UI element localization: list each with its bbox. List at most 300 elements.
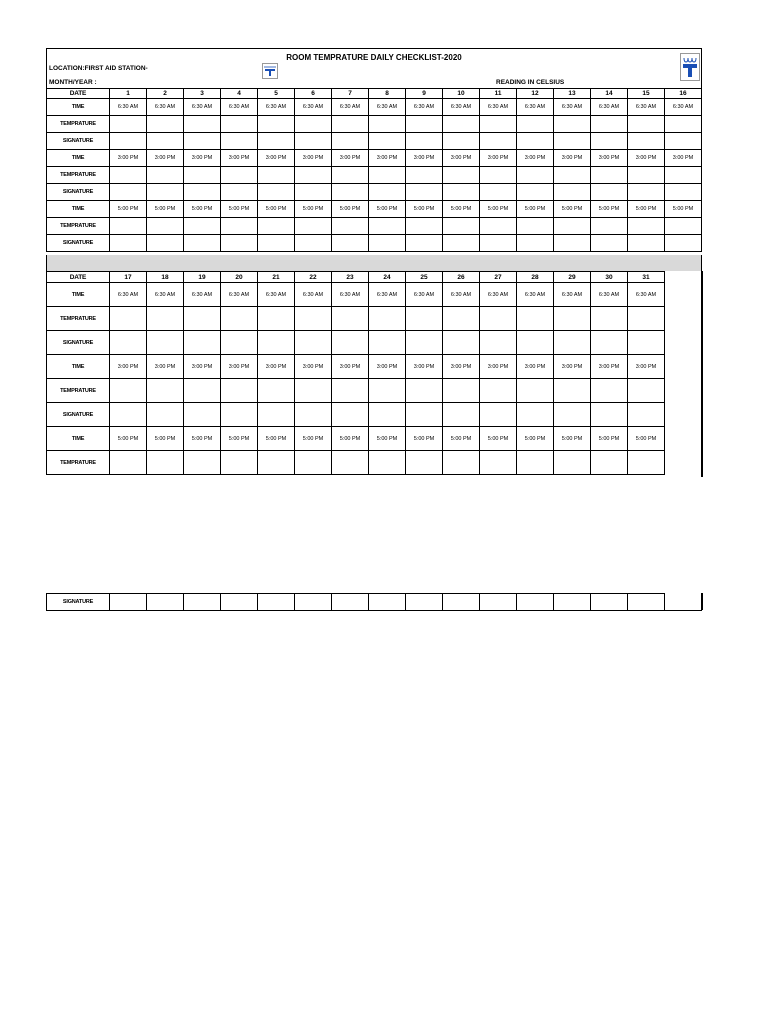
- temprature-entry-cell[interactable]: [591, 167, 628, 184]
- signature-entry-cell[interactable]: [258, 331, 295, 355]
- signature-entry-cell[interactable]: [110, 235, 147, 252]
- signature-entry-cell[interactable]: [110, 184, 147, 201]
- time-value-cell: 3:00 PM: [369, 355, 406, 379]
- signature-entry-cell[interactable]: [369, 133, 406, 150]
- signature-entry-cell[interactable]: [554, 331, 591, 355]
- temprature-entry-cell[interactable]: [406, 167, 443, 184]
- signature-entry-cell[interactable]: [591, 403, 628, 427]
- time-value-cell: 3:00 PM: [221, 150, 258, 167]
- temprature-entry-cell[interactable]: [554, 307, 591, 331]
- temprature-entry-cell[interactable]: [443, 218, 480, 235]
- day-number-cell: 10: [443, 89, 480, 99]
- signature-entry-cell[interactable]: [628, 235, 665, 252]
- signature-entry-cell[interactable]: [480, 184, 517, 201]
- temprature-entry-cell[interactable]: [369, 307, 406, 331]
- signature-entry-cell[interactable]: [258, 403, 295, 427]
- day-number-cell: 27: [480, 272, 517, 283]
- temprature-entry-cell[interactable]: [110, 167, 147, 184]
- time-value-cell: 6:30 AM: [295, 99, 332, 116]
- logo-icon: [680, 53, 700, 81]
- temprature-entry-cell[interactable]: [665, 218, 702, 235]
- temprature-entry-cell[interactable]: [554, 451, 591, 475]
- time-value-cell: 6:30 AM: [369, 99, 406, 116]
- signature-entry-cell[interactable]: [443, 331, 480, 355]
- temprature-entry-cell[interactable]: [332, 307, 369, 331]
- time-value-cell: 3:00 PM: [295, 150, 332, 167]
- temprature-entry-cell[interactable]: [628, 116, 665, 133]
- signature-entry-cell[interactable]: [554, 403, 591, 427]
- temprature-entry-cell[interactable]: [406, 379, 443, 403]
- signature-entry-cell[interactable]: [406, 184, 443, 201]
- signature-entry-cell[interactable]: [443, 594, 480, 611]
- time-value-cell: 5:00 PM: [591, 201, 628, 218]
- temprature-entry-cell[interactable]: [332, 116, 369, 133]
- time-value-cell: 5:00 PM: [554, 427, 591, 451]
- time-value-cell: 3:00 PM: [406, 150, 443, 167]
- signature-entry-cell[interactable]: [295, 594, 332, 611]
- signature-entry-cell[interactable]: [184, 235, 221, 252]
- temprature-entry-cell[interactable]: [517, 116, 554, 133]
- time-value-cell: 5:00 PM: [221, 427, 258, 451]
- time-row: [47, 355, 702, 379]
- time-value-cell: 5:00 PM: [295, 427, 332, 451]
- time-label: TIME: [47, 201, 110, 218]
- time-value-cell: 3:00 PM: [221, 355, 258, 379]
- signature-entry-cell[interactable]: [221, 235, 258, 252]
- time-value-cell: 3:00 PM: [554, 150, 591, 167]
- time-value-cell: 6:30 AM: [554, 99, 591, 116]
- signature-entry-cell[interactable]: [332, 403, 369, 427]
- time-value-cell: 5:00 PM: [628, 427, 665, 451]
- temprature-entry-cell[interactable]: [480, 451, 517, 475]
- day-number-cell: 9: [406, 89, 443, 99]
- temprature-entry-cell[interactable]: [443, 307, 480, 331]
- time-value-cell: 3:00 PM: [554, 355, 591, 379]
- temprature-entry-cell[interactable]: [628, 167, 665, 184]
- time-value-cell: 3:00 PM: [665, 150, 702, 167]
- temprature-entry-cell[interactable]: [628, 379, 665, 403]
- temprature-entry-cell[interactable]: [147, 379, 184, 403]
- temprature-entry-cell[interactable]: [406, 116, 443, 133]
- temprature-entry-cell[interactable]: [258, 167, 295, 184]
- time-value-cell: 3:00 PM: [258, 150, 295, 167]
- signature-entry-cell[interactable]: [258, 235, 295, 252]
- day-number-cell: 14: [591, 89, 628, 99]
- time-value-cell: 5:00 PM: [258, 201, 295, 218]
- signature-entry-cell[interactable]: [480, 235, 517, 252]
- temprature-entry-cell[interactable]: [554, 218, 591, 235]
- temprature-entry-cell[interactable]: [369, 116, 406, 133]
- temprature-entry-cell[interactable]: [554, 167, 591, 184]
- signature-entry-cell[interactable]: [480, 594, 517, 611]
- signature-entry-cell[interactable]: [258, 594, 295, 611]
- signature-entry-cell[interactable]: [628, 594, 665, 611]
- time-value-cell: 3:00 PM: [406, 355, 443, 379]
- temprature-entry-cell[interactable]: [480, 218, 517, 235]
- signature-entry-cell[interactable]: [332, 331, 369, 355]
- signature-entry-cell[interactable]: [258, 184, 295, 201]
- signature-entry-cell[interactable]: [517, 184, 554, 201]
- checklist-sheet: [46, 48, 702, 605]
- signature-entry-cell[interactable]: [369, 184, 406, 201]
- signature-entry-cell[interactable]: [628, 331, 665, 355]
- checklist-table-days-17-31: [46, 271, 702, 475]
- signature-label: SIGNATURE: [47, 331, 110, 355]
- signature-entry-cell[interactable]: [332, 594, 369, 611]
- signature-entry-cell[interactable]: [147, 184, 184, 201]
- temprature-entry-cell[interactable]: [110, 379, 147, 403]
- signature-entry-cell[interactable]: [480, 133, 517, 150]
- time-value-cell: 6:30 AM: [258, 99, 295, 116]
- signature-row: [47, 133, 702, 150]
- temprature-row: [47, 307, 702, 331]
- signature-entry-cell[interactable]: [184, 133, 221, 150]
- signature-entry-cell[interactable]: [221, 184, 258, 201]
- time-value-cell: 3:00 PM: [110, 355, 147, 379]
- signature-entry-cell[interactable]: [591, 331, 628, 355]
- temprature-entry-cell[interactable]: [110, 451, 147, 475]
- temprature-entry-cell[interactable]: [147, 451, 184, 475]
- signature-entry-cell[interactable]: [221, 133, 258, 150]
- signature-entry-cell[interactable]: [554, 184, 591, 201]
- signature-entry-cell[interactable]: [147, 331, 184, 355]
- signature-entry-cell[interactable]: [591, 594, 628, 611]
- signature-entry-cell[interactable]: [406, 235, 443, 252]
- temprature-entry-cell[interactable]: [554, 379, 591, 403]
- temprature-entry-cell[interactable]: [147, 167, 184, 184]
- time-value-cell: 5:00 PM: [628, 201, 665, 218]
- signature-entry-cell[interactable]: [591, 184, 628, 201]
- signature-entry-cell[interactable]: [517, 235, 554, 252]
- signature-row: [47, 184, 702, 201]
- time-row: [47, 283, 702, 307]
- day-number-cell: 22: [295, 272, 332, 283]
- signature-entry-cell[interactable]: [665, 133, 702, 150]
- signature-entry-cell[interactable]: [554, 594, 591, 611]
- date-row: [47, 89, 702, 99]
- time-value-cell: 3:00 PM: [295, 355, 332, 379]
- temprature-entry-cell[interactable]: [332, 379, 369, 403]
- temprature-entry-cell[interactable]: [110, 116, 147, 133]
- time-value-cell: 5:00 PM: [406, 201, 443, 218]
- day-number-cell: 21: [258, 272, 295, 283]
- temprature-entry-cell[interactable]: [258, 116, 295, 133]
- time-value-cell: 6:30 AM: [628, 283, 665, 307]
- temprature-entry-cell[interactable]: [480, 379, 517, 403]
- temprature-entry-cell[interactable]: [147, 307, 184, 331]
- logo-icon: [262, 63, 278, 79]
- temprature-entry-cell[interactable]: [184, 116, 221, 133]
- temprature-entry-cell[interactable]: [184, 451, 221, 475]
- signature-entry-cell[interactable]: [554, 235, 591, 252]
- time-value-cell: 3:00 PM: [184, 355, 221, 379]
- day-number-cell: 24: [369, 272, 406, 283]
- signature-entry-cell[interactable]: [258, 133, 295, 150]
- temprature-entry-cell[interactable]: [443, 451, 480, 475]
- temprature-entry-cell[interactable]: [221, 167, 258, 184]
- signature-entry-cell[interactable]: [110, 594, 147, 611]
- signature-entry-cell[interactable]: [369, 331, 406, 355]
- signature-entry-cell[interactable]: [147, 403, 184, 427]
- signature-entry-cell[interactable]: [332, 235, 369, 252]
- time-value-cell: 3:00 PM: [628, 355, 665, 379]
- temprature-entry-cell[interactable]: [517, 451, 554, 475]
- time-value-cell: 3:00 PM: [591, 355, 628, 379]
- temprature-entry-cell[interactable]: [147, 218, 184, 235]
- signature-entry-cell[interactable]: [591, 235, 628, 252]
- blank-cell: [665, 355, 702, 379]
- signature-row: [47, 331, 702, 355]
- temprature-entry-cell[interactable]: [591, 379, 628, 403]
- day-number-cell: 13: [554, 89, 591, 99]
- time-value-cell: 5:00 PM: [184, 427, 221, 451]
- time-value-cell: 3:00 PM: [369, 150, 406, 167]
- temprature-entry-cell[interactable]: [554, 116, 591, 133]
- signature-entry-cell[interactable]: [443, 184, 480, 201]
- temprature-entry-cell[interactable]: [184, 307, 221, 331]
- time-value-cell: 6:30 AM: [110, 283, 147, 307]
- signature-entry-cell[interactable]: [369, 403, 406, 427]
- signature-entry-cell[interactable]: [517, 331, 554, 355]
- signature-entry-cell[interactable]: [665, 184, 702, 201]
- temprature-entry-cell[interactable]: [517, 307, 554, 331]
- time-value-cell: 6:30 AM: [369, 283, 406, 307]
- temprature-entry-cell[interactable]: [628, 307, 665, 331]
- time-value-cell: 3:00 PM: [517, 150, 554, 167]
- temprature-entry-cell[interactable]: [517, 218, 554, 235]
- signature-entry-cell[interactable]: [184, 331, 221, 355]
- day-number-cell: 6: [295, 89, 332, 99]
- temprature-entry-cell[interactable]: [110, 307, 147, 331]
- time-value-cell: 5:00 PM: [480, 201, 517, 218]
- day-number-cell: 12: [517, 89, 554, 99]
- temprature-entry-cell[interactable]: [480, 307, 517, 331]
- signature-entry-cell[interactable]: [554, 133, 591, 150]
- temprature-entry-cell[interactable]: [332, 451, 369, 475]
- temprature-entry-cell[interactable]: [665, 167, 702, 184]
- signature-entry-cell[interactable]: [443, 133, 480, 150]
- temprature-entry-cell[interactable]: [369, 167, 406, 184]
- temprature-entry-cell[interactable]: [332, 218, 369, 235]
- temprature-entry-cell[interactable]: [591, 307, 628, 331]
- time-value-cell: 6:30 AM: [332, 99, 369, 116]
- signature-entry-cell[interactable]: [628, 403, 665, 427]
- temprature-label: TEMPRATURE: [47, 451, 110, 475]
- time-value-cell: 5:00 PM: [147, 427, 184, 451]
- time-value-cell: 6:30 AM: [554, 283, 591, 307]
- signature-entry-cell[interactable]: [406, 403, 443, 427]
- time-value-cell: 5:00 PM: [591, 427, 628, 451]
- temprature-entry-cell[interactable]: [517, 167, 554, 184]
- signature-entry-cell[interactable]: [480, 403, 517, 427]
- day-number-cell: 20: [221, 272, 258, 283]
- temprature-entry-cell[interactable]: [295, 451, 332, 475]
- temprature-entry-cell[interactable]: [406, 307, 443, 331]
- temprature-entry-cell[interactable]: [369, 218, 406, 235]
- temprature-entry-cell[interactable]: [221, 116, 258, 133]
- temprature-label: TEMPRATURE: [47, 379, 110, 403]
- signature-entry-cell[interactable]: [184, 403, 221, 427]
- temprature-entry-cell[interactable]: [184, 218, 221, 235]
- temprature-entry-cell[interactable]: [517, 379, 554, 403]
- signature-entry-cell[interactable]: [184, 184, 221, 201]
- temprature-entry-cell[interactable]: [295, 379, 332, 403]
- signature-entry-cell[interactable]: [591, 133, 628, 150]
- temprature-entry-cell[interactable]: [665, 116, 702, 133]
- reading-unit-label: READING IN CELSIUS: [496, 79, 565, 86]
- temprature-entry-cell[interactable]: [480, 116, 517, 133]
- day-number-cell: 1: [110, 89, 147, 99]
- time-value-cell: 3:00 PM: [443, 355, 480, 379]
- signature-entry-cell[interactable]: [221, 594, 258, 611]
- signature-entry-cell[interactable]: [443, 403, 480, 427]
- time-row: [47, 201, 702, 218]
- day-number-cell: 15: [628, 89, 665, 99]
- signature-entry-cell[interactable]: [221, 403, 258, 427]
- temprature-entry-cell[interactable]: [258, 307, 295, 331]
- temprature-entry-cell[interactable]: [332, 167, 369, 184]
- temprature-entry-cell[interactable]: [258, 379, 295, 403]
- temprature-entry-cell[interactable]: [628, 218, 665, 235]
- temprature-entry-cell[interactable]: [406, 218, 443, 235]
- temprature-entry-cell[interactable]: [110, 218, 147, 235]
- signature-entry-cell[interactable]: [480, 331, 517, 355]
- date-label: DATE: [47, 272, 110, 283]
- signature-entry-cell[interactable]: [295, 235, 332, 252]
- day-number-cell: 23: [332, 272, 369, 283]
- temprature-entry-cell[interactable]: [591, 451, 628, 475]
- signature-entry-cell[interactable]: [628, 133, 665, 150]
- signature-entry-cell[interactable]: [221, 331, 258, 355]
- time-value-cell: 6:30 AM: [147, 283, 184, 307]
- temprature-entry-cell[interactable]: [295, 167, 332, 184]
- temprature-entry-cell[interactable]: [221, 218, 258, 235]
- time-value-cell: 6:30 AM: [184, 283, 221, 307]
- time-value-cell: 3:00 PM: [258, 355, 295, 379]
- page-edge-line: [701, 593, 703, 610]
- time-value-cell: 5:00 PM: [110, 201, 147, 218]
- temprature-entry-cell[interactable]: [221, 379, 258, 403]
- signature-entry-cell[interactable]: [369, 235, 406, 252]
- day-number-cell: 28: [517, 272, 554, 283]
- time-value-cell: 6:30 AM: [517, 283, 554, 307]
- temprature-entry-cell[interactable]: [369, 451, 406, 475]
- temprature-entry-cell[interactable]: [369, 379, 406, 403]
- time-value-cell: 6:30 AM: [591, 99, 628, 116]
- temprature-entry-cell[interactable]: [591, 218, 628, 235]
- temprature-entry-cell[interactable]: [221, 307, 258, 331]
- temprature-label: TEMPRATURE: [47, 307, 110, 331]
- time-value-cell: 6:30 AM: [628, 99, 665, 116]
- blank-cell: [665, 272, 702, 283]
- signature-entry-cell[interactable]: [443, 235, 480, 252]
- temprature-entry-cell[interactable]: [184, 167, 221, 184]
- day-number-cell: 19: [184, 272, 221, 283]
- time-label: TIME: [47, 355, 110, 379]
- signature-entry-cell[interactable]: [295, 184, 332, 201]
- signature-row: [47, 235, 702, 252]
- temprature-entry-cell[interactable]: [480, 167, 517, 184]
- temprature-row: [47, 379, 702, 403]
- time-value-cell: 6:30 AM: [480, 99, 517, 116]
- signature-label: SIGNATURE: [47, 403, 110, 427]
- temprature-row: [47, 116, 702, 133]
- time-row: [47, 99, 702, 116]
- time-value-cell: 5:00 PM: [517, 201, 554, 218]
- temprature-entry-cell[interactable]: [295, 307, 332, 331]
- temprature-entry-cell[interactable]: [443, 379, 480, 403]
- signature-entry-cell[interactable]: [147, 133, 184, 150]
- temprature-entry-cell[interactable]: [258, 218, 295, 235]
- temprature-entry-cell[interactable]: [184, 379, 221, 403]
- signature-label: SIGNATURE: [47, 133, 110, 150]
- temprature-entry-cell[interactable]: [628, 451, 665, 475]
- signature-entry-cell[interactable]: [147, 594, 184, 611]
- signature-entry-cell[interactable]: [406, 133, 443, 150]
- signature-entry-cell[interactable]: [295, 331, 332, 355]
- day-number-cell: 17: [110, 272, 147, 283]
- signature-entry-cell[interactable]: [517, 403, 554, 427]
- signature-entry-cell[interactable]: [184, 594, 221, 611]
- signature-row: [47, 403, 702, 427]
- time-value-cell: 5:00 PM: [110, 427, 147, 451]
- signature-entry-cell[interactable]: [110, 133, 147, 150]
- blank-cell: [665, 451, 702, 475]
- signature-entry-cell[interactable]: [406, 331, 443, 355]
- time-value-cell: 5:00 PM: [369, 201, 406, 218]
- signature-entry-cell[interactable]: [628, 184, 665, 201]
- temprature-entry-cell[interactable]: [443, 167, 480, 184]
- signature-entry-cell[interactable]: [332, 133, 369, 150]
- signature-entry-cell[interactable]: [110, 331, 147, 355]
- signature-entry-cell[interactable]: [295, 133, 332, 150]
- temprature-entry-cell[interactable]: [295, 116, 332, 133]
- temprature-entry-cell[interactable]: [591, 116, 628, 133]
- temprature-entry-cell[interactable]: [295, 218, 332, 235]
- temprature-row: [47, 167, 702, 184]
- day-number-cell: 25: [406, 272, 443, 283]
- blank-cell: [665, 331, 702, 355]
- time-value-cell: 6:30 AM: [110, 99, 147, 116]
- time-label: TIME: [47, 150, 110, 167]
- temprature-entry-cell[interactable]: [221, 451, 258, 475]
- signature-entry-cell[interactable]: [332, 184, 369, 201]
- signature-entry-cell[interactable]: [517, 133, 554, 150]
- time-value-cell: 6:30 AM: [406, 283, 443, 307]
- signature-entry-cell[interactable]: [110, 403, 147, 427]
- temprature-entry-cell[interactable]: [258, 451, 295, 475]
- page-edge-line: [701, 271, 703, 477]
- time-value-cell: 5:00 PM: [332, 427, 369, 451]
- time-value-cell: 5:00 PM: [369, 427, 406, 451]
- signature-entry-cell[interactable]: [295, 403, 332, 427]
- signature-entry-cell[interactable]: [665, 235, 702, 252]
- time-value-cell: 5:00 PM: [406, 427, 443, 451]
- signature-entry-cell[interactable]: [147, 235, 184, 252]
- signature-entry-cell[interactable]: [406, 594, 443, 611]
- temprature-entry-cell[interactable]: [443, 116, 480, 133]
- location-label: LOCATION:FIRST AID STATION-: [49, 65, 148, 72]
- signature-entry-cell[interactable]: [517, 594, 554, 611]
- temprature-entry-cell[interactable]: [147, 116, 184, 133]
- time-value-cell: 6:30 AM: [443, 283, 480, 307]
- signature-entry-cell[interactable]: [369, 594, 406, 611]
- time-value-cell: 6:30 AM: [258, 283, 295, 307]
- time-row: [47, 427, 702, 451]
- time-value-cell: 6:30 AM: [517, 99, 554, 116]
- time-value-cell: 5:00 PM: [258, 427, 295, 451]
- temprature-entry-cell[interactable]: [406, 451, 443, 475]
